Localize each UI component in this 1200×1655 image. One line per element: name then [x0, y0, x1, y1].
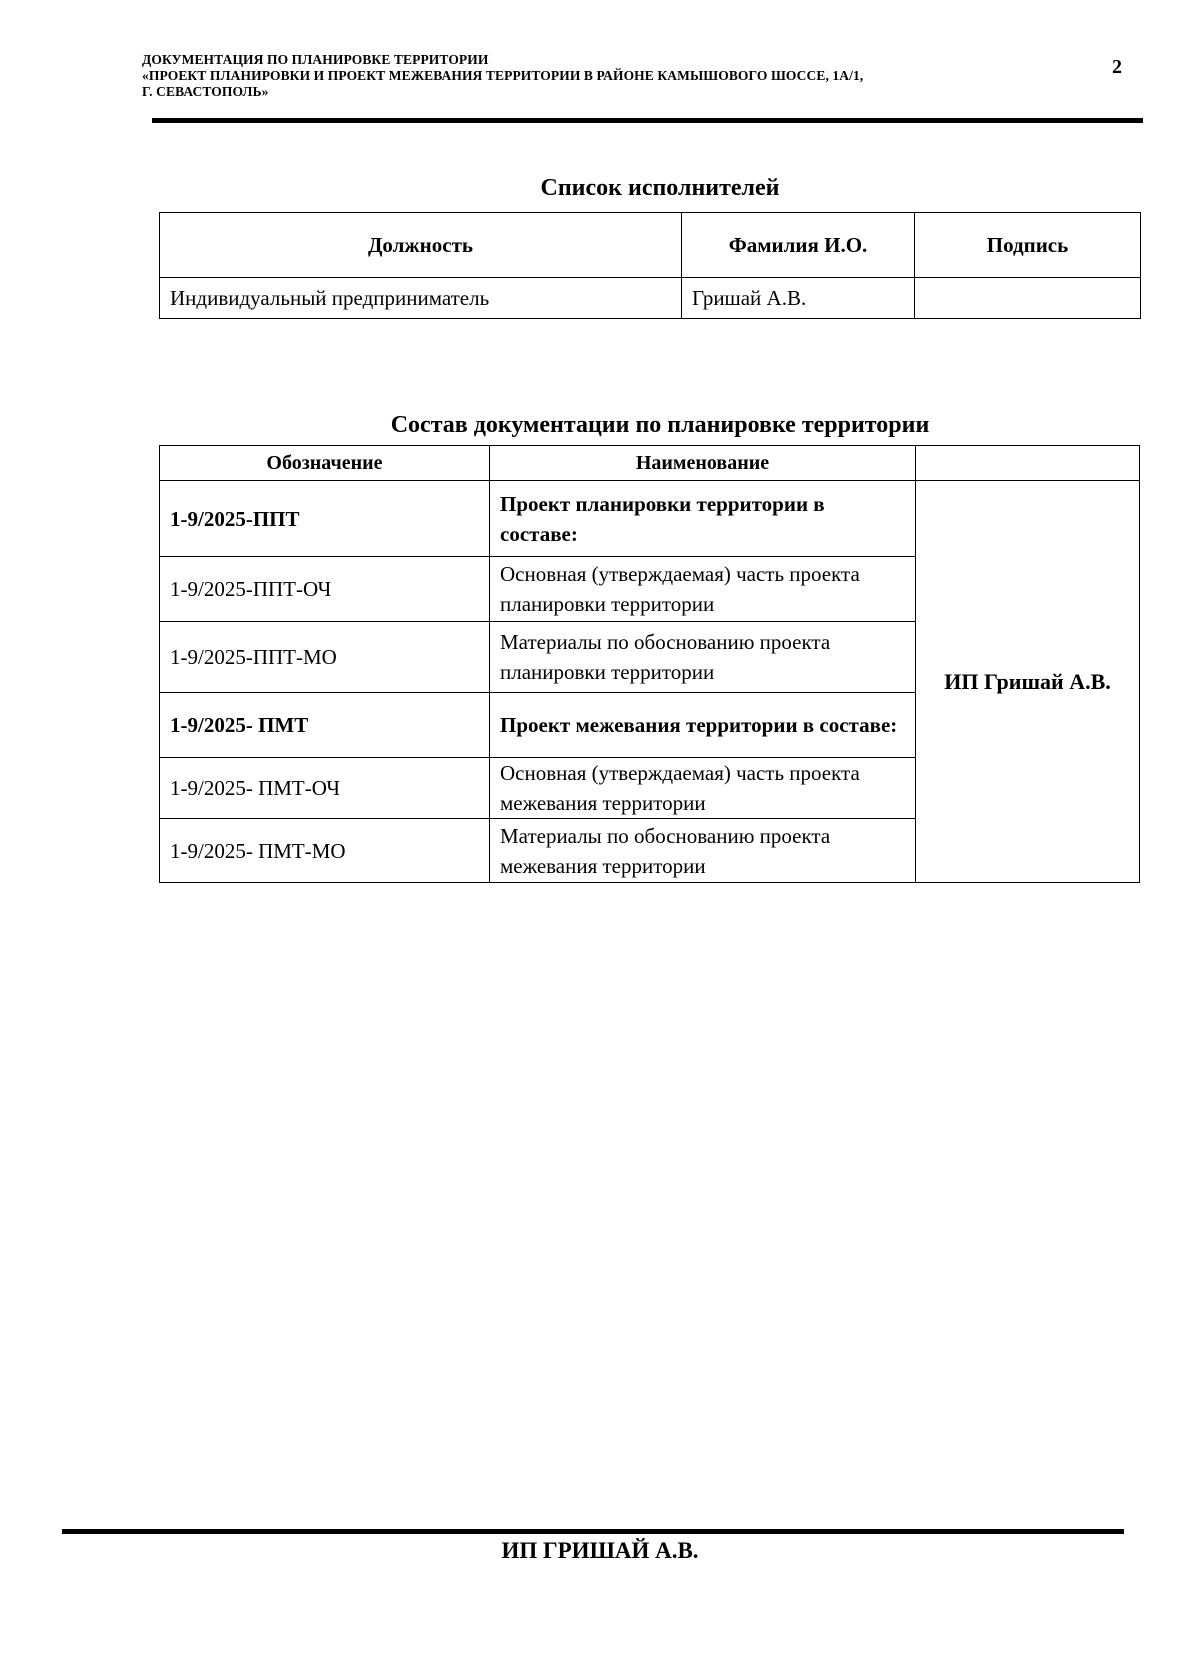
footer-rule [62, 1529, 1124, 1534]
document-title: Проект межевания территории в составе: [490, 693, 916, 758]
performer-name: Гришай А.В. [682, 278, 915, 319]
document-code: 1-9/2025- ПМТ [160, 693, 490, 758]
column-header-code: Обозначение [160, 446, 490, 481]
column-header-signature: Подпись [915, 213, 1141, 278]
header-line-2: «ПРОЕКТ ПЛАНИРОВКИ И ПРОЕКТ МЕЖЕВАНИЯ ТЕРРИТОРИИ В РАЙОНЕ КАМЫШОВОГО ШОССЕ, 1А/1, [142, 68, 864, 83]
header-line-3: Г. СЕВАСТОПОЛЬ» [142, 84, 269, 99]
performer-signature [915, 278, 1141, 319]
column-header-name: Фамилия И.О. [682, 213, 915, 278]
table-header-row [160, 213, 1141, 278]
document-code: 1-9/2025- ПМТ-МО [160, 819, 490, 883]
table-header-row [160, 446, 1140, 481]
performers-table [159, 212, 1141, 319]
document-code: 1-9/2025- ПМТ-ОЧ [160, 758, 490, 819]
column-header-author [916, 446, 1140, 481]
document-header [142, 52, 1022, 100]
header-rule [152, 118, 1143, 123]
document-title: Материалы по обоснованию проекта планировки территории [490, 622, 916, 693]
document-code: 1-9/2025-ППТ-ОЧ [160, 557, 490, 622]
table-row [160, 278, 1141, 319]
document-code: 1-9/2025-ППТ-МО [160, 622, 490, 693]
performers-title: Список исполнителей [540, 175, 780, 201]
column-header-title: Наименование [490, 446, 916, 481]
document-title: Проект планировки территории в составе: [490, 481, 916, 557]
table-row [160, 481, 1140, 557]
document-title: Основная (утверждаемая) часть проекта межевания территории [490, 758, 916, 819]
author-cell: ИП Гришай А.В. [916, 481, 1140, 883]
document-title: Материалы по обоснованию проекта межевания территории [490, 819, 916, 883]
footer-author: ИП ГРИШАЙ А.В. [501, 1538, 699, 1563]
composition-table [159, 445, 1140, 883]
page-number: 2 [1112, 56, 1122, 78]
column-header-position: Должность [160, 213, 682, 278]
performer-position: Индивидуальный предприниматель [160, 278, 682, 319]
composition-title: Состав документации по планировке территории [390, 412, 930, 438]
document-title: Основная (утверждаемая) часть проекта планировки территории [490, 557, 916, 622]
header-line-1: ДОКУМЕНТАЦИЯ ПО ПЛАНИРОВКЕ ТЕРРИТОРИИ [142, 52, 489, 67]
document-code: 1-9/2025-ППТ [160, 481, 490, 557]
